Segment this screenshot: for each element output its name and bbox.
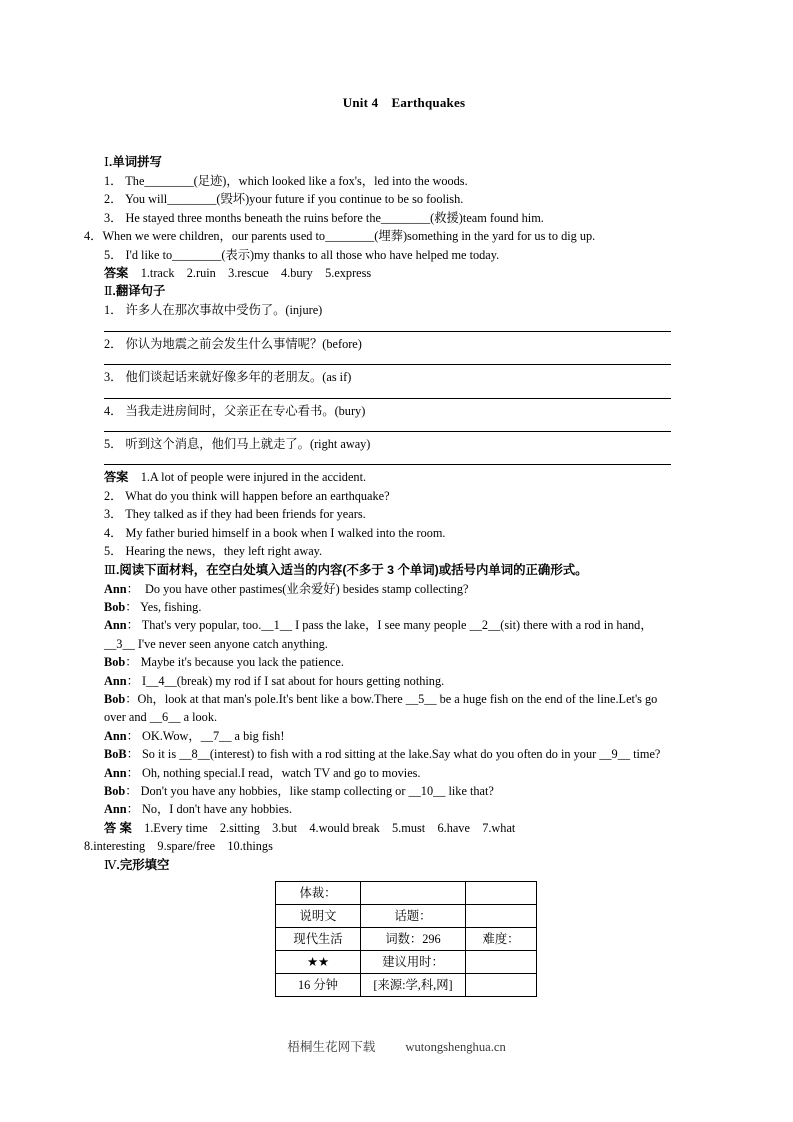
dialogue-separator: ： (125, 655, 138, 670)
section-4-title: .完形填空 (116, 857, 170, 872)
section-3-title: .阅读下面材料，在空白处填入适当的内容(不多于 3 个单词)或括号内单词的正确形式。 (115, 562, 588, 577)
translate-item: 5． 听到这个消息，他们马上就走了。(right away) (104, 437, 371, 452)
dialogue-separator: ： (125, 691, 138, 706)
section-heading-1 (84, 153, 674, 172)
translate-item: 2． 你认为地震之前会发生什么事情呢？(before) (104, 336, 362, 351)
answer-write-line[interactable] (104, 331, 671, 332)
section-2-answer-item: 4． My father buried himself in a book when I walked into the room. (104, 525, 446, 540)
section-4-roman: Ⅳ (104, 857, 117, 872)
answer-write-line[interactable] (104, 398, 671, 399)
dialogue-line (84, 653, 674, 671)
table-row (276, 904, 537, 927)
dialogue-text: Do you have other pastimes(业余爱好) besides stamp collecting? (138, 581, 469, 596)
info-table-wrapper (84, 881, 674, 997)
answer-text: 1.A lot of people were injured in the accident. (140, 470, 367, 485)
section-2-answer-item: 3． They talked as if they had been friends for years. (104, 507, 366, 522)
table-row (276, 973, 537, 996)
dialogue-line (84, 672, 674, 690)
dialogue-speaker: Ann (104, 673, 127, 688)
document-content (84, 92, 674, 997)
title-spacer (84, 111, 674, 153)
dialogue-separator: ： (126, 581, 139, 596)
dialogue-text: Oh, nothing special.I read，watch TV and go to movies. (138, 765, 421, 780)
dialogue-separator: ： (126, 765, 139, 780)
dialogue-text: No，I don't have any hobbies. (138, 802, 293, 817)
answer-text: 1.Every time 2.sitting 3.but 4.would break 5.must 6.have 7.what (144, 820, 516, 835)
dialogue-text: Don't you have any hobbies，like stamp collecting or __10__ like that? (137, 783, 494, 798)
dialogue-line (84, 800, 674, 818)
section-heading-4 (84, 856, 674, 875)
section-1-answers (84, 264, 674, 282)
dialogue-text: I__4__(break) my rod if I sat about for hours getting nothing. (138, 673, 445, 688)
table-cell: 16 分钟 (276, 973, 361, 996)
dialogue-separator: ： (125, 783, 138, 798)
section-1-roman: Ⅰ (104, 155, 109, 169)
section-3-answers-cont: 8.interesting 9.spare/free 10.things (84, 839, 273, 854)
table-cell-source: [来源:学,科,网] (361, 973, 466, 996)
dialogue-line (84, 727, 674, 745)
translate-item: 3． 他们谈起话来就好像多年的老朋友。(as if) (104, 370, 352, 385)
section-heading-3 (84, 561, 674, 580)
answer-label: 答 案 (104, 820, 132, 835)
table-row (276, 927, 537, 950)
table-cell: 现代生活 (276, 927, 361, 950)
dialogue-separator: ： (125, 599, 138, 614)
section-2-title: .翻译句子 (112, 284, 166, 299)
passage-info-table (275, 881, 537, 997)
dialogue-speaker: Ann (104, 765, 127, 780)
dialogue-text: Oh，look at that man's pole.It's bent like a bow.There __5__ be a huge fish on the end of the line.Let's go over and __6__ a look. (104, 691, 661, 725)
dialogue-line (84, 745, 674, 763)
table-cell (466, 973, 537, 996)
dialogue-speaker: Bob (104, 783, 126, 798)
answer-label: 答案 (104, 266, 129, 281)
table-cell (361, 881, 466, 904)
dialogue-line (84, 616, 674, 653)
section-2-answers (84, 468, 674, 486)
dialogue-speaker: Ann (104, 618, 127, 633)
footer-site-url: wutongshenghua.cn (405, 1040, 506, 1054)
dialogue-speaker: Bob (104, 655, 126, 670)
dialogue-text: OK.Wow，__7__ a big fish! (138, 728, 285, 743)
table-cell (466, 881, 537, 904)
section-2-answer-item: 2． What do you think will happen before an earthquake? (104, 488, 390, 503)
table-cell: 难度： (466, 927, 537, 950)
dialogue-speaker: Ann (104, 581, 127, 596)
dialogue-text: Yes, fishing. (137, 599, 202, 614)
dialogue-text: That's very popular, too.__1__ I pass the lake，I see many people __2__(sit) there with a rod in hand，__3__ I've never seen anyone catch anything. (104, 618, 653, 651)
page-title: Unit 4 Earthquakes (342, 95, 466, 110)
table-row (276, 950, 537, 973)
section-heading-2 (84, 282, 674, 301)
translate-item: 4． 当我走进房间时，父亲正在专心看书。(bury) (104, 403, 366, 418)
dialogue-speaker: Ann (104, 802, 127, 817)
table-cell (466, 950, 537, 973)
dialogue-speaker: BoB (104, 747, 127, 762)
dialogue-line (84, 782, 674, 800)
table-cell: 建议用时： (361, 950, 466, 973)
spelling-item: 5． I'd like to________(表示)my thanks to all those who have helped me today. (104, 247, 500, 262)
dialogue-text: Maybe it's because you lack the patience. (137, 655, 344, 670)
answer-write-line[interactable] (104, 464, 671, 465)
dialogue-line (84, 598, 674, 616)
table-cell (466, 904, 537, 927)
page-footer (0, 1036, 793, 1055)
dialogue-speaker: Bob (104, 599, 126, 614)
table-cell: 说明文 (276, 904, 361, 927)
table-row (276, 881, 537, 904)
section-3-roman: Ⅲ (104, 562, 116, 577)
section-3-answers (84, 819, 674, 837)
footer-site-name: 梧桐生花网下载 (287, 1040, 376, 1054)
spelling-item: 4．When we were children，our parents used to________(埋葬)something in the yard for us to dig up. (84, 229, 596, 244)
dialogue-line (84, 580, 674, 598)
answer-text: 1.track 2.ruin 3.rescue 4.bury 5.express (140, 266, 372, 281)
table-cell: 体裁： (276, 881, 361, 904)
spelling-item: 1． The________(足迹)，which looked like a fox's，led into the woods. (104, 174, 468, 188)
spelling-item: 2． You will________(毁坏)your future if you continue to be so foolish. (104, 192, 464, 207)
table-cell-rating: ★★ (276, 950, 361, 973)
table-cell: 话题： (361, 904, 466, 927)
dialogue-text: So it is __8__(interest) to fish with a rod sitting at the lake.Say what do you often do in your __9__ time? (138, 747, 661, 762)
answer-write-line[interactable] (104, 431, 671, 432)
spelling-item: 3． He stayed three months beneath the ruins before the________(救援)team found him. (104, 210, 544, 225)
table-cell: 词数：296 (361, 927, 466, 950)
section-1-title: .单词拼写 (108, 155, 162, 169)
dialogue-separator: ： (126, 673, 139, 688)
translate-item: 1． 许多人在那次事故中受伤了。(injure) (104, 303, 323, 318)
dialogue-speaker: Bob (104, 691, 126, 706)
dialogue-line (84, 690, 674, 727)
answer-label: 答案 (104, 470, 129, 485)
dialogue-separator: ： (126, 802, 139, 817)
dialogue-separator: ： (126, 747, 139, 762)
dialogue-speaker: Ann (104, 728, 127, 743)
answer-write-line[interactable] (104, 364, 671, 365)
section-2-roman: Ⅱ (104, 284, 113, 299)
dialogue-line (84, 764, 674, 782)
section-2-answer-item: 5． Hearing the news，they left right away. (104, 544, 323, 559)
dialogue-separator: ： (126, 728, 139, 743)
dialogue-separator: ： (126, 618, 139, 633)
